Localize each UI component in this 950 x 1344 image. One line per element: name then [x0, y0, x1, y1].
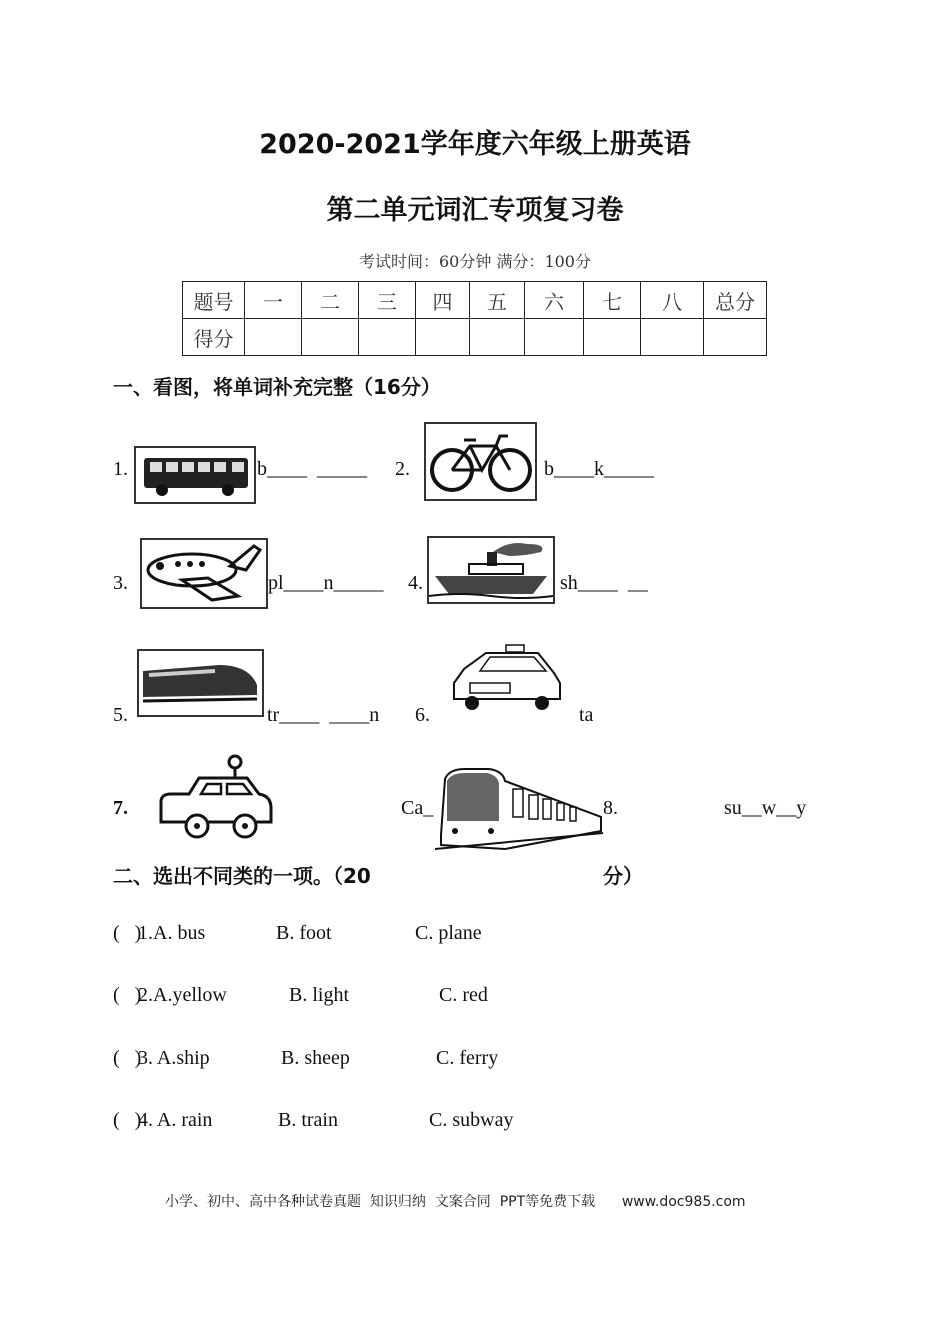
taxi-picture: [450, 643, 564, 715]
bus-icon: [136, 448, 254, 502]
exam-info: 考试时间：60分钟 满分：100分: [359, 252, 591, 271]
plane-picture: [140, 538, 268, 609]
score-table-score-row: [183, 319, 767, 356]
item-blank[interactable]: b____k_____: [544, 458, 654, 480]
item-blank[interactable]: pl____n_____: [268, 572, 384, 594]
score-table-header-row: [183, 282, 767, 319]
score-input-cell[interactable]: [359, 319, 416, 356]
score-input-cell[interactable]: [302, 319, 359, 356]
score-cell: 总分: [704, 282, 767, 319]
answer-paren[interactable]: ( ): [113, 1109, 142, 1131]
score-cell: 八: [641, 282, 704, 319]
section2-heading: 二、选出不同类的一项。（20: [113, 864, 371, 888]
item-blank[interactable]: tr____ ____n: [267, 704, 380, 726]
answer-paren[interactable]: ( ): [113, 922, 142, 944]
bike-picture: [424, 422, 537, 501]
answer-paren[interactable]: ( ): [113, 984, 142, 1006]
train-picture: [137, 649, 264, 717]
bicycle-icon: [426, 424, 535, 499]
page-footer: 小学、初中、高中各种试卷真题 知识归纳 文案合同 PPT等免费下载 www.doc985.com: [165, 1194, 746, 1210]
score-label-cell: 得分: [183, 319, 245, 356]
item-blank[interactable]: Ca_: [401, 797, 434, 819]
item-blank[interactable]: sh____ __: [560, 572, 648, 594]
score-cell: 七: [584, 282, 641, 319]
item-blank[interactable]: b____ _____: [257, 458, 367, 480]
train-icon: [139, 651, 262, 715]
score-table: [182, 281, 767, 356]
item-number: 2.: [395, 458, 410, 480]
question-option-b: B. train: [278, 1109, 338, 1131]
score-input-cell[interactable]: [245, 319, 302, 356]
item-number: 5.: [113, 704, 128, 726]
score-cell: 六: [525, 282, 584, 319]
taxi-icon: [450, 643, 564, 715]
question-option-b: B. foot: [276, 922, 332, 944]
page-title: 2020-2021学年度六年级上册英语: [259, 129, 691, 160]
car-icon: [155, 752, 275, 840]
page-subtitle: 第二单元词汇专项复习卷: [326, 195, 624, 226]
score-cell: 题号: [183, 282, 245, 319]
question-option-c: C. plane: [415, 922, 482, 944]
item-number: 8.: [603, 797, 618, 819]
question-option-c: C. subway: [429, 1109, 514, 1131]
item-number: 3.: [113, 572, 128, 594]
score-cell: 一: [245, 282, 302, 319]
score-input-cell[interactable]: [584, 319, 641, 356]
question-option-a: 1.A. bus: [138, 922, 206, 944]
subway-icon: [435, 765, 605, 853]
score-input-cell[interactable]: [704, 319, 767, 356]
question-option-b: B. light: [289, 984, 350, 1006]
question-option-a: 4. A. rain: [138, 1109, 213, 1131]
score-input-cell[interactable]: [641, 319, 704, 356]
score-cell: 五: [470, 282, 525, 319]
item-number: 4.: [408, 572, 423, 594]
question-option-c: C. red: [439, 984, 488, 1006]
item-number: 7.: [113, 797, 128, 819]
section2-heading-end: 分）: [603, 864, 643, 888]
question-option-b: B. sheep: [281, 1047, 350, 1069]
ship-icon: [429, 538, 553, 602]
question-option-c: C. ferry: [436, 1047, 499, 1069]
ship-picture: [427, 536, 555, 604]
item-number: 1.: [113, 458, 128, 480]
item-number: 6.: [415, 704, 430, 726]
score-input-cell[interactable]: [525, 319, 584, 356]
question-option-a: 3. A.ship: [138, 1047, 210, 1069]
score-cell: 二: [302, 282, 359, 319]
question-option-a: 2.A.yellow: [138, 984, 227, 1006]
section1-heading: 一、看图，将单词补充完整（16分）: [113, 375, 441, 399]
score-input-cell[interactable]: [416, 319, 470, 356]
item-blank[interactable]: su__w__y: [724, 797, 807, 819]
score-cell: 三: [359, 282, 416, 319]
answer-paren[interactable]: ( ): [113, 1047, 142, 1069]
score-input-cell[interactable]: [470, 319, 525, 356]
car-picture: [155, 752, 275, 840]
airplane-icon: [142, 540, 266, 607]
bus-picture: [134, 446, 256, 504]
subway-picture: [435, 765, 605, 853]
score-cell: 四: [416, 282, 470, 319]
item-blank[interactable]: ta: [579, 704, 594, 726]
